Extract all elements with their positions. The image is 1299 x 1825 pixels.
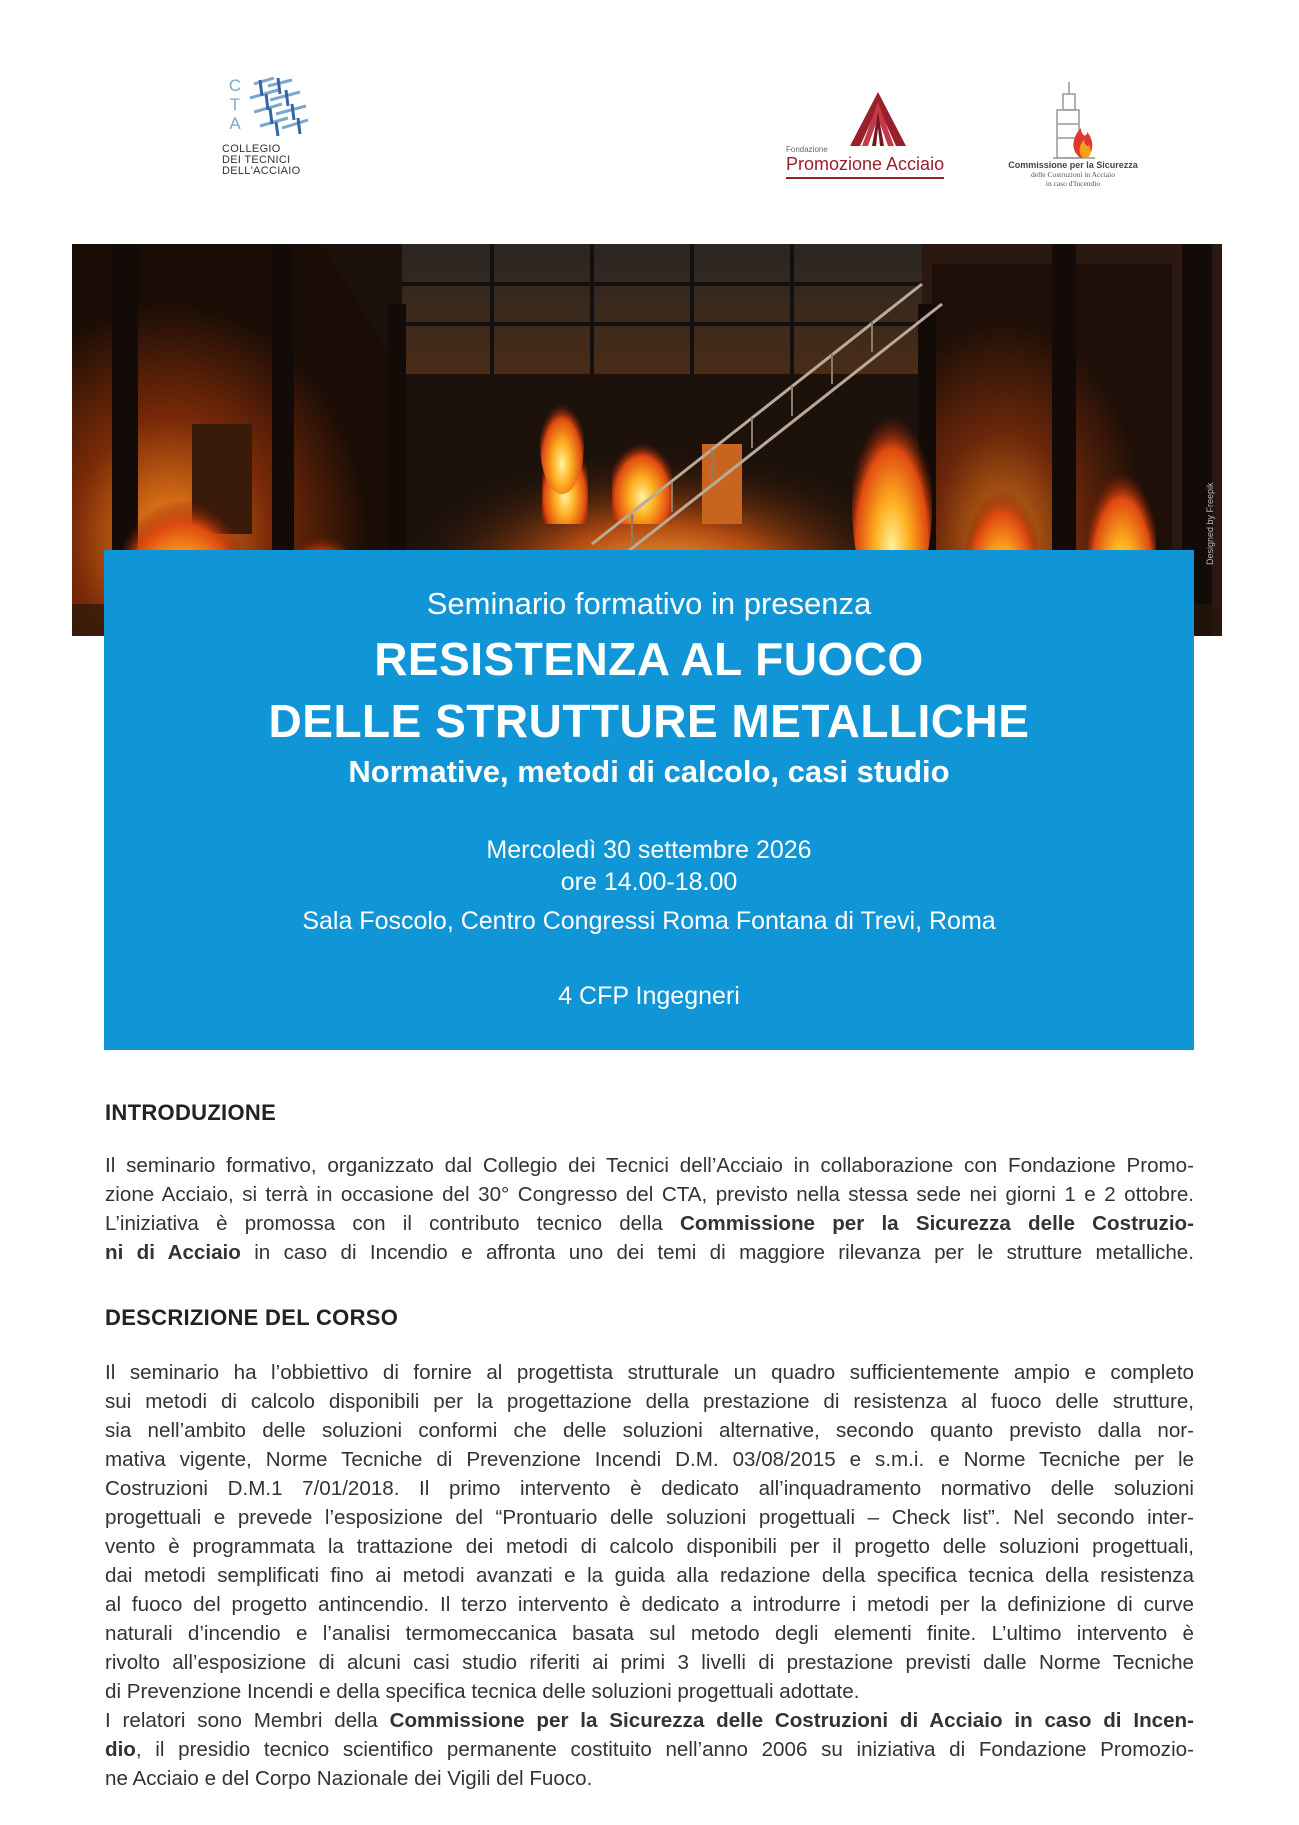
- description-line: vento è programmata la trattazione dei metodi di calcolo disponibili per il progetto delle soluzioni progettuali,: [105, 1535, 1194, 1558]
- building-flame-icon: [1047, 80, 1099, 160]
- intro-line: Il seminario formativo, organizzato dal Collegio dei Tecnici dell’Acciaio in collaborazione con Fondazione Promo-: [105, 1154, 1194, 1177]
- intro-paragraph: [105, 1151, 1194, 1267]
- speakers-line: ne Acciaio e del Corpo Nazionale dei Vigili del Fuoco.: [105, 1767, 593, 1790]
- description-heading: DESCRIZIONE DEL CORSO: [105, 1305, 399, 1330]
- title-banner: [104, 550, 1194, 1050]
- event-date: Mercoledì 30 settembre 2026: [486, 836, 812, 864]
- intro-line: ni di Acciaio in caso di Incendio e affronta uno dei temi di maggiore rilevanza per le strutture metalliche.: [105, 1241, 1194, 1264]
- fpa-name: Promozione Acciaio: [786, 154, 945, 174]
- image-credit: Designed by Freepik: [1205, 482, 1215, 565]
- intro-line: L’iniziativa è promossa con il contributo tecnico della Commissione per la Sicurezza delle Costruzio-: [105, 1212, 1194, 1235]
- banner-title-line1: RESISTENZA AL FUOCO: [374, 633, 924, 685]
- description-line: Il seminario ha l’obbiettivo di fornire al progettista strutturale un quadro sufficientemente ampio e completo: [105, 1361, 1194, 1384]
- event-credits: 4 CFP Ingegneri: [558, 982, 740, 1010]
- fpa-mark-icon: [846, 92, 910, 146]
- description-line: sia nell’ambito delle soluzioni conformi che delle soluzioni alternative, secondo quanto previsto dalla nor-: [105, 1419, 1194, 1442]
- description-line: al fuoco del progetto antincendio. Il terzo intervento è dedicato a introdurre i metodi per la definizione di curve: [105, 1593, 1194, 1616]
- description-line: rivolto all’esposizione di alcuni casi studio riferiti ai primi 3 livelli di prestazione previsti dalle Norme Tecniche: [105, 1651, 1194, 1674]
- fpa-small-label: Fondazione: [786, 145, 828, 154]
- description-paragraph: [105, 1358, 1194, 1793]
- description-line: naturali d’incendio e l’analisi termomeccanica basata sul metodo degli elementi finite. L’ultimo intervento è: [105, 1622, 1194, 1645]
- csc-text: Commissione per la Sicurezza delle Costruzioni in Acciaio in caso d'Incendio: [1008, 160, 1138, 188]
- fpa-rule: [786, 177, 944, 179]
- description-line: mativa vigente, Norme Tecniche di Prevenzione Incendi D.M. 03/08/2015 e s.m.i. e Norme Tecniche per le: [105, 1448, 1194, 1471]
- commissione-sicurezza-logo: [1000, 80, 1150, 190]
- description-line: di Prevenzione Incendi e della specifica tecnica delle soluzioni progettuali adottate.: [105, 1680, 860, 1703]
- intro-heading: INTRODUZIONE: [105, 1100, 277, 1125]
- event-venue: Sala Foscolo, Centro Congressi Roma Fontana di Trevi, Roma: [302, 907, 996, 935]
- speakers-line: I relatori sono Membri della Commissione per la Sicurezza delle Costruzioni di Acciaio in caso di Incen-: [105, 1709, 1194, 1732]
- description-line: progettuali e prevede l’esposizione del “Prontuario delle soluzioni progettuali – Check list”. Nel secondo inter-: [105, 1506, 1194, 1529]
- speakers-line: dio, il presidio tecnico scientifico permanente costituito nell’anno 2006 su iniziativa di Fondazione Promozio-: [105, 1738, 1194, 1761]
- banner-kicker: Seminario formativo in presenza: [426, 586, 872, 621]
- banner-title-line2: DELLE STRUTTURE METALLICHE: [268, 695, 1030, 747]
- cta-mark-icon: [248, 76, 310, 138]
- cta-caption: COLLEGIO DEI TECNICI DELL'ACCIAIO: [222, 143, 301, 177]
- intro-line: zione Acciaio, si terrà in occasione del 30° Congresso del CTA, previsto nella stessa sede nei giorni 1 e 2 ottobre.: [105, 1183, 1194, 1206]
- fondazione-promozione-acciaio-logo: [786, 92, 946, 182]
- cta-logo: [222, 72, 362, 182]
- banner-subtitle: Normative, metodi di calcolo, casi studio: [348, 754, 950, 789]
- cta-letters: C T A: [228, 76, 242, 133]
- description-line: dai metodi semplificati fino ai metodi avanzati e la guida alla redazione della specifica tecnica della resistenza: [105, 1564, 1194, 1587]
- description-line: sui metodi di calcolo disponibili per la progettazione della prestazione di resistenza al fuoco delle strutture,: [105, 1390, 1194, 1413]
- description-line: Costruzioni D.M.1 7/01/2018. Il primo intervento è dedicato all’inquadramento normativo delle soluzioni: [105, 1477, 1194, 1500]
- event-time: ore 14.00-18.00: [560, 868, 738, 896]
